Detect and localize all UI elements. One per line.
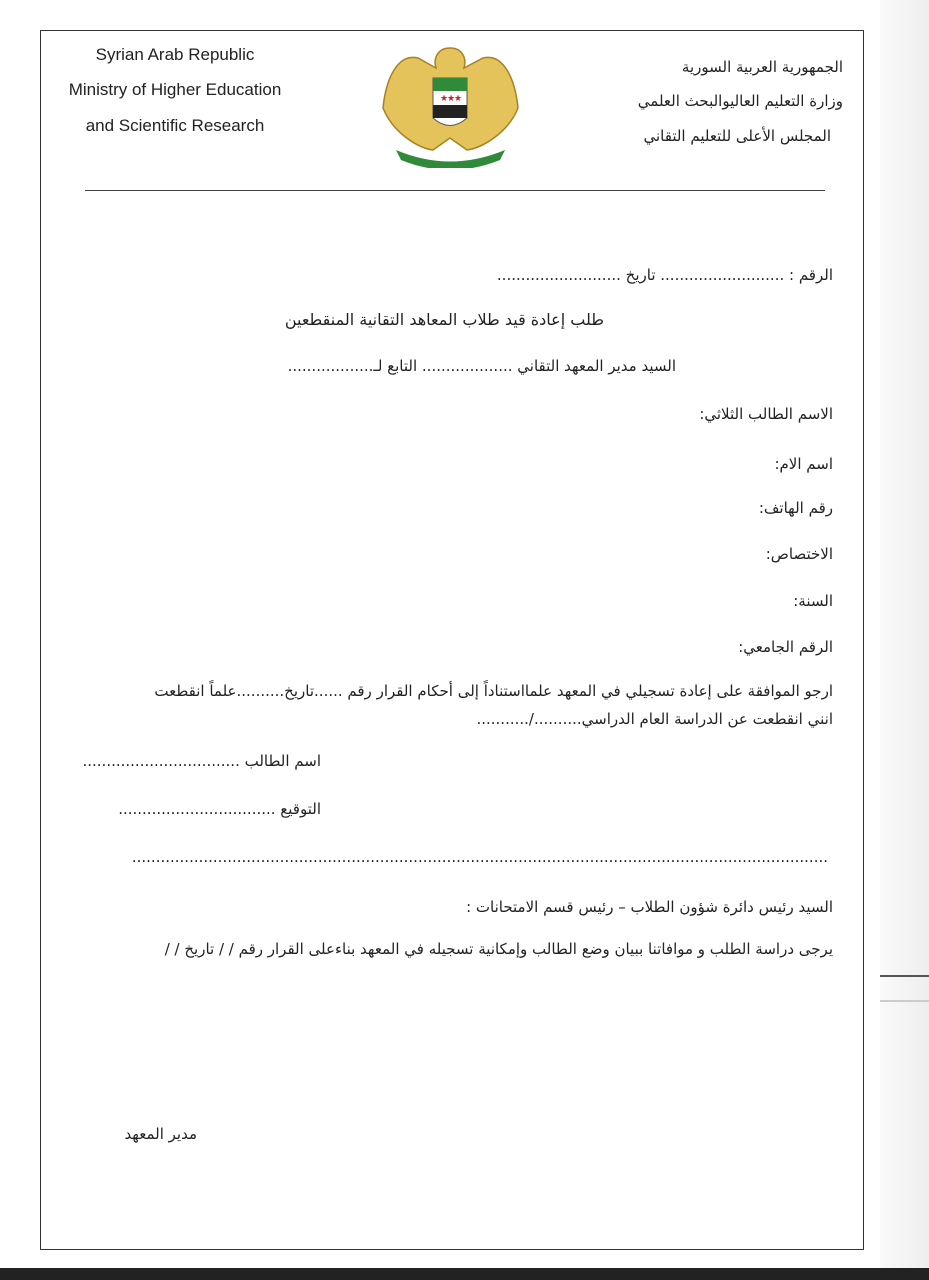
instruction-line: يرجى دراسة الطلب و موافاتنا ببيان وضع الطالب وإمكانية تسجيله في المعهد بناءعلى القرار رقم / / تاريخ / /	[164, 940, 833, 958]
form-title: طلب إعادة قيد طلاب المعاهد التقانية المنقطعين	[284, 310, 604, 329]
separator-dots: ..................................................................................................................................................	[131, 848, 828, 866]
field-specialization: الاختصاص:	[765, 545, 833, 563]
svg-text:★: ★	[454, 93, 463, 103]
addressee-line: السيد مدير المعهد التقاني ................... التابع لـ..................	[287, 357, 676, 375]
svg-text:★: ★	[440, 93, 449, 103]
institute-director-label: مدير المعهد	[124, 1125, 197, 1143]
field-university-number: الرقم الجامعي:	[738, 638, 833, 656]
student-name-line: اسم الطالب .................................	[82, 752, 321, 770]
svg-text:★: ★	[447, 93, 456, 103]
header-en-line-1: Syrian Arab Republic	[95, 45, 255, 64]
header-ar-line-3: المجلس الأعلى للتعليم التقاني	[643, 127, 831, 145]
header-en-line-2: Ministry of Higher Education	[68, 80, 282, 99]
to-student-affairs-line: السيد رئيس دائرة شؤون الطلاب – رئيس قسم الامتحانات :	[466, 898, 833, 916]
header-ar-line-1: الجمهورية العربية السورية	[681, 58, 843, 76]
header-ar-line-2: وزارة التعليم العاليوالبحث العلمي	[637, 92, 843, 110]
field-student-full-name: الاسم الطالب الثلاثي:	[699, 405, 833, 423]
request-text-line-2: انني انقطعت عن الدراسة العام الدراسي........../...........	[476, 710, 833, 728]
scan-edge-line	[880, 1000, 929, 1002]
field-phone-number: رقم الهاتف:	[758, 499, 833, 517]
signature-line: التوقيع .................................	[118, 800, 321, 818]
scan-edge-line	[880, 975, 929, 977]
reference-date-line: الرقم : .......................... تاريخ ..........................	[496, 266, 833, 284]
field-year: السنة:	[793, 592, 833, 610]
scan-edge	[880, 0, 929, 1280]
syrian-eagle-emblem	[378, 38, 523, 168]
header-divider	[85, 190, 825, 191]
request-text-line-1: ارجو الموافقة على إعادة تسجيلي في المعهد علمااستناداً إلى أحكام القرار رقم ......تاريخ..........علماً انقطعت	[154, 682, 833, 700]
scan-bottom-strip	[0, 1268, 929, 1280]
field-mother-name: اسم الام:	[774, 455, 833, 473]
header-en-line-3: and Scientific Research	[85, 116, 265, 135]
